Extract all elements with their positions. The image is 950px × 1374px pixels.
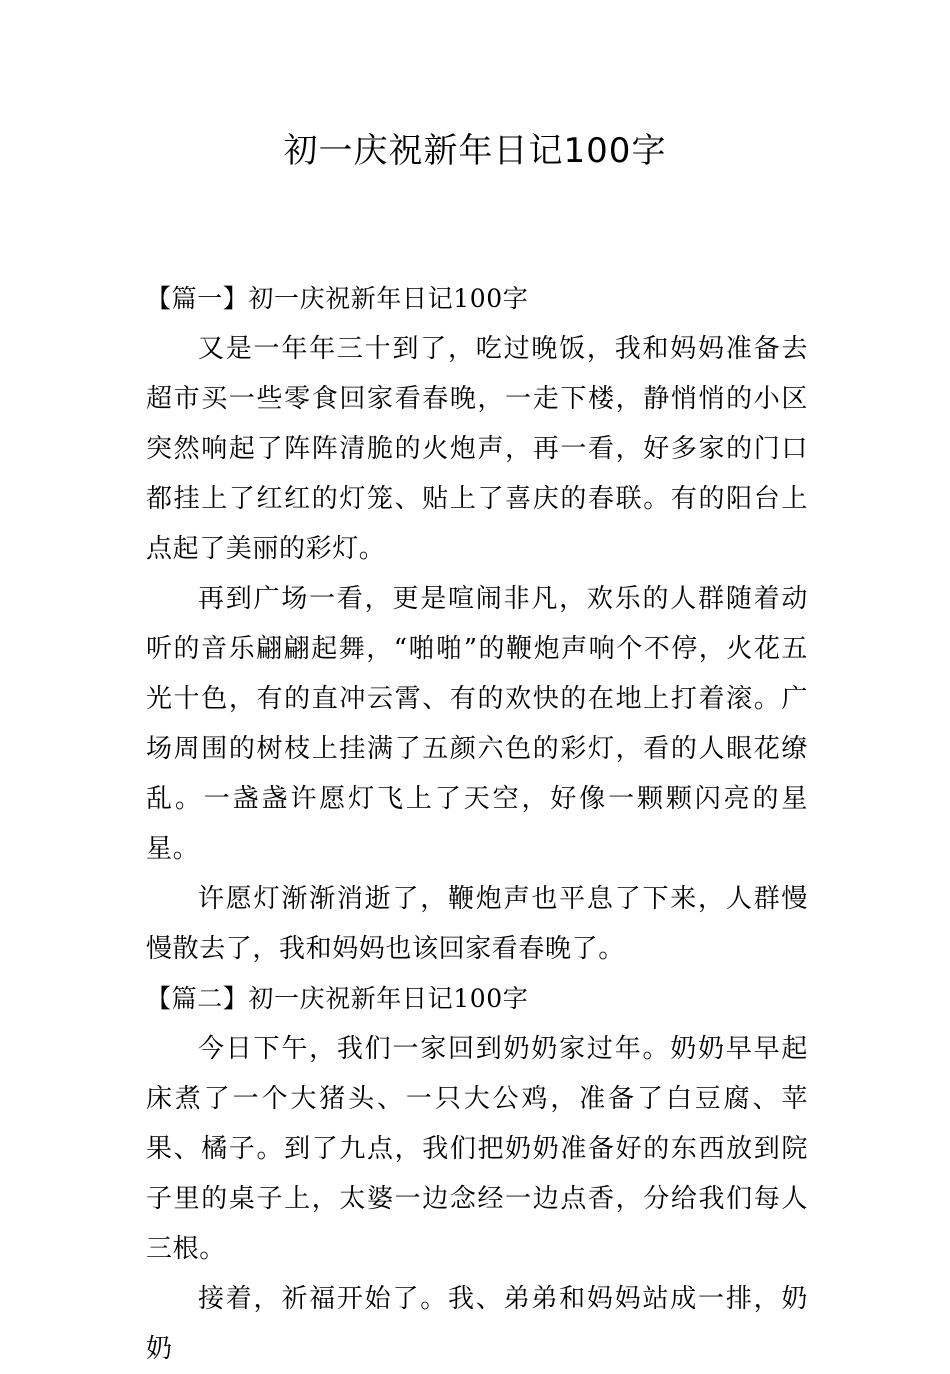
section-2 bbox=[146, 974, 808, 1374]
document-title: 初一庆祝新年日记100字 bbox=[283, 131, 667, 171]
paragraph: 接着，祈福开始了。我、弟弟和妈妈站成一排，奶奶 bbox=[146, 1284, 808, 1364]
document-body bbox=[146, 274, 808, 1374]
paragraph: 又是一年年三十到了，吃过晚饭，我和妈妈准备去超市买一些零食回家看春晚，一走下楼，静悄悄的小区突然响起了阵阵清脆的火炮声，再一看，好多家的门口都挂上了红红的灯笼、贴上了喜庆的春联。有的阳台上点起了美丽的彩灯。 bbox=[146, 334, 808, 564]
section-1 bbox=[146, 274, 808, 974]
section-heading: 【篇一】初一庆祝新年日记100字 bbox=[146, 284, 529, 313]
paragraph: 再到广场一看，更是喧闹非凡，欢乐的人群随着动听的音乐翩翩起舞，“啪啪”的鞭炮声响个不停，火花五光十色，有的直冲云霄、有的欢快的在地上打着滚。广场周围的树枝上挂满了五颜六色的彩灯，看的人眼花缭乱。一盏盏许愿灯飞上了天空，好像一颗颗闪亮的星星。 bbox=[146, 584, 808, 864]
paragraph: 今日下午，我们一家回到奶奶家过年。奶奶早早起床煮了一个大猪头、一只大公鸡，准备了白豆腐、苹果、橘子。到了九点，我们把奶奶准备好的东西放到院子里的桌子上，太婆一边念经一边点香，分给我们每人三根。 bbox=[146, 1034, 808, 1264]
section-heading: 【篇二】初一庆祝新年日记100字 bbox=[146, 984, 529, 1013]
paragraph: 许愿灯渐渐消逝了，鞭炮声也平息了下来，人群慢慢散去了，我和妈妈也该回家看春晚了。 bbox=[146, 884, 808, 964]
